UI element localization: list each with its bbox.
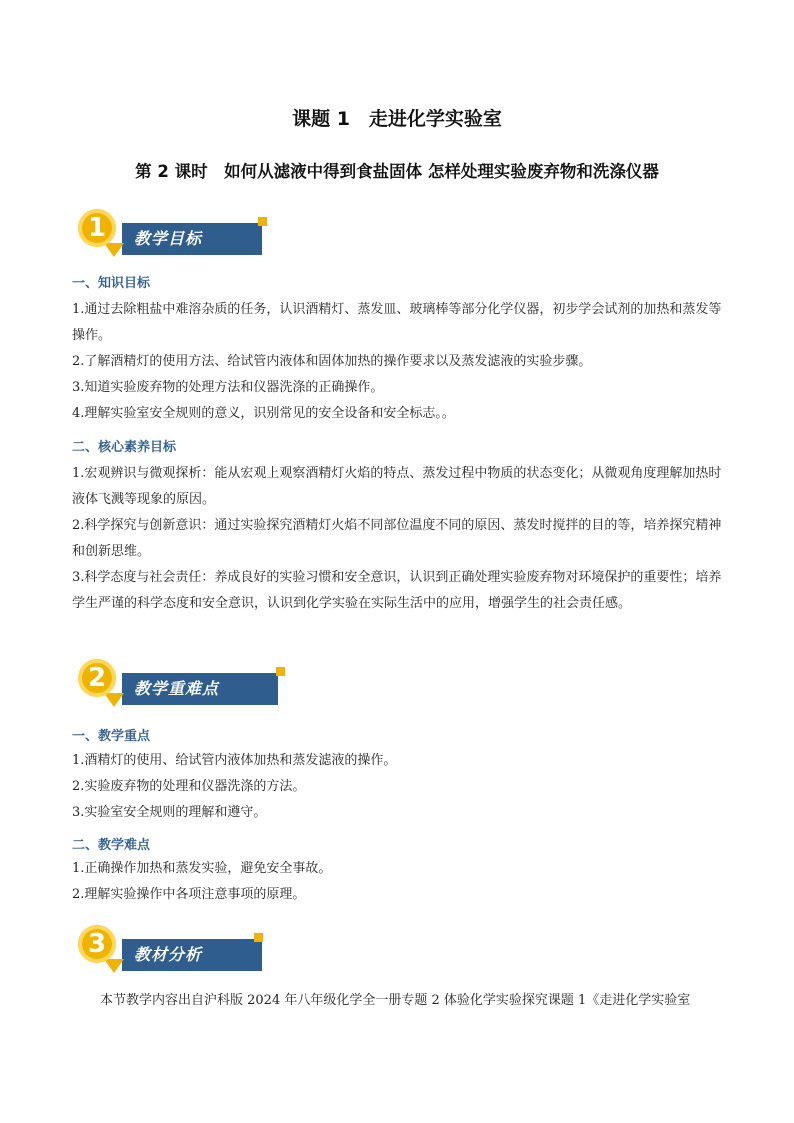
section-heading: 教学重难点 [122,673,278,705]
list-item: 2.实验废弃物的处理和仪器洗涤的方法。 [72,779,306,794]
list-item: 1.酒精灯的使用、给试管内液体加热和蒸发滤液的操作。 [72,753,397,768]
section-number-badge: 2 [78,659,116,697]
section-heading: 教学目标 [122,223,262,255]
body-paragraph: 本节教学内容出自沪科版 2024 年八年级化学全一册专题 2 体验化学实验探究课题 1《走进化学实验室 [100,993,691,1008]
badge-tail [104,243,124,257]
subheading: 二、教学难点 [72,838,151,853]
list-item: 1.正确操作加热和蒸发实验，避免安全事故。 [72,861,332,876]
subheading: 一、知识目标 [72,276,151,291]
lesson-subtitle: 第 2 课时 如何从滤液中得到食盐固体 怎样处理实验废弃物和洗涤仪器 [135,162,659,181]
subheading: 一、教学重点 [72,729,151,744]
badge-tail [104,959,124,973]
list-item: 1.通过去除粗盐中难溶杂质的任务，认识酒精灯、蒸发皿、玻璃棒等部分化学仪器，初步学会试剂的加热和蒸发等操作。 [72,302,722,343]
list-item: 1.宏观辨识与微观探析：能从宏观上观察酒精灯火焰的特点、蒸发过程中物质的状态变化；从微观角度理解加热时液体飞溅等现象的原因。 [72,466,722,507]
decor-square [268,677,277,686]
list-item: 2.理解实验操作中各项注意事项的原理。 [72,887,306,902]
section-number-badge: 3 [78,925,116,963]
section-number-badge: 1 [78,209,116,247]
section-3-badge [78,923,278,981]
decor-square [276,667,285,676]
section-1-badge [78,207,278,265]
badge-tail [104,693,124,707]
list-item: 3.科学态度与社会责任：养成良好的实验习惯和安全意识，认识到正确处理实验废弃物对环境保护的重要性；培养学生严谨的科学态度和安全意识，认识到化学实验在实际生活中的应用，增强学生的社会责任感。 [72,570,722,611]
list-item: 4.理解实验室安全规则的意义，识别常见的安全设备和安全标志。。 [72,406,455,421]
decor-square [258,217,267,226]
section-2-badge [78,657,278,715]
section-heading: 教材分析 [122,939,262,971]
decor-square [254,933,263,942]
list-item: 3.知道实验废弃物的处理方法和仪器洗涤的正确操作。 [72,380,384,395]
list-item: 2.科学探究与创新意识：通过实验探究酒精灯火焰不同部位温度不同的原因、蒸发时搅拌的目的等，培养探究精神和创新思维。 [72,518,722,559]
list-item: 3.实验室安全规则的理解和遵守。 [72,805,267,820]
lesson-title: 课题 1 走进化学实验室 [292,108,502,130]
list-item: 2.了解酒精灯的使用方法、给试管内液体和固体加热的操作要求以及蒸发滤液的实验步骤。 [72,354,592,369]
subheading: 二、核心素养目标 [72,440,177,455]
